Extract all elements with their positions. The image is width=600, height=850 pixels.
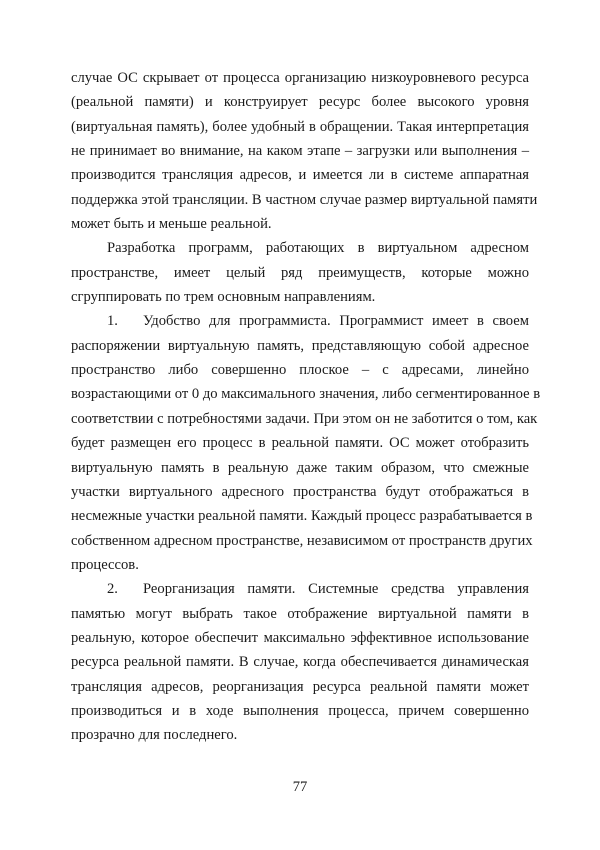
body-text — [71, 66, 541, 748]
text-line: (виртуальная память), более удобный в обращении. Такая интерпретация — [71, 118, 529, 135]
text-line: процессов. — [71, 556, 139, 573]
text-line: может быть и меньше реальной. — [71, 216, 272, 233]
text-line: собственном адресном пространстве, независимом от пространств других — [71, 532, 533, 549]
text-line: несмежные участки реальной памяти. Каждый процесс разрабатывается в — [71, 508, 533, 525]
text-line: прозрачно для последнего. — [71, 727, 238, 744]
text-line: пространство либо совершенно плоское – с адресами, линейно — [71, 362, 529, 379]
list-number: 1. — [107, 313, 118, 330]
list-item-2-first-line — [71, 577, 529, 601]
text-line: производиться и в ходе выполнения процесса, причем совершенно — [71, 702, 529, 719]
text-line: поддержка этой трансляции. В частном случае размер виртуальной памяти — [71, 191, 538, 208]
text-line: виртуальную память в реальную даже таким образом, что смежные — [71, 459, 529, 476]
text-line: случае ОС скрывает от процесса организацию низкоуровневого ресурса — [71, 70, 529, 86]
text-line: Реорганизация памяти. Системные средства управления — [143, 581, 529, 598]
text-line: участки виртуального адресного пространства будут отображаться в — [71, 483, 529, 500]
text-line: ресурса реальной памяти. В случае, когда обеспечивается динамическая — [71, 654, 529, 671]
text-line: соответствии с потребностями задачи. При этом он не заботится о том, как — [71, 410, 538, 427]
text-line: сгруппировать по трем основным направлениям. — [71, 289, 376, 306]
text-line: пространстве, имеет целый ряд преимуществ, которые можно — [71, 264, 529, 281]
list-item-1-first-line — [71, 309, 529, 333]
text-line: будет размещен его процесс в реальной памяти. ОС может отобразить — [71, 435, 529, 452]
text-line: реальную, которое обеспечит максимально эффективное использование — [71, 629, 529, 646]
text-line: Разработка программ, работающих в виртуальном адресном — [107, 240, 529, 257]
text-line: не принимает во внимание, на каком этапе – загрузки или выполнения – — [71, 143, 529, 160]
text-line: возрастающими от 0 до максимального значения, либо сегментированное в — [71, 386, 541, 403]
text-line: памятью могут выбрать такое отображение виртуальной памяти в — [71, 605, 529, 622]
text-line: Удобство для программиста. Программист имеет в своем — [143, 313, 529, 330]
list-number: 2. — [107, 581, 118, 598]
text-line: производится трансляция адресов, и имеется ли в системе аппаратная — [71, 167, 529, 184]
text-line: трансляция адресов, реорганизация ресурса реальной памяти может — [71, 678, 529, 695]
text-line: распоряжении виртуальную память, представляющую собой адресное — [71, 337, 529, 354]
page-number: 77 — [292, 779, 308, 795]
text-line: (реальной памяти) и конструирует ресурс более высокого уровня — [71, 94, 529, 111]
